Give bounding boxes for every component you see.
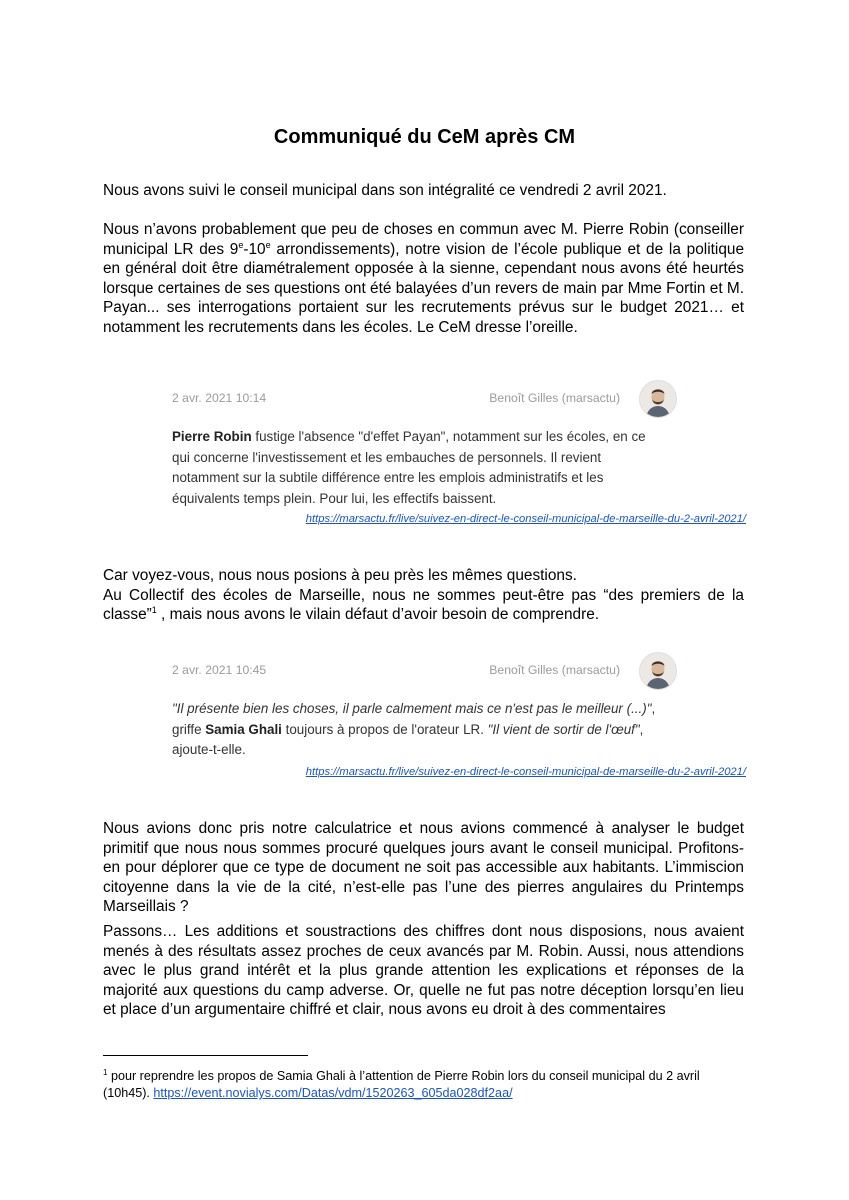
post-text-3: , ajoute-t-elle. bbox=[172, 721, 644, 757]
footnote-divider bbox=[103, 1055, 308, 1056]
post-author: Benoît Gilles (marsactu) bbox=[489, 391, 620, 405]
post-timestamp: 2 avr. 2021 10:14 bbox=[172, 391, 267, 405]
page-title: Communiqué du CeM après CM bbox=[273, 126, 576, 148]
superscript-e: e bbox=[265, 239, 271, 250]
paragraph-passons: Passons… Les additions et soustractions des chiffres dont nous disposions, nous avaient menés à des résultats assez proches de ceux avancés par M. Robin. Aussi, nous attendions avec le plus grand intérêt et la plus grande attention les explications et réponses de la majorité aux questions du camp adverse. Or, quelle ne fut pas notre déception lorsqu’en lieu et place d’un argumentaire chiffré et clair, nous avons eu droit à des commentaires bbox=[103, 923, 744, 1019]
post-text-2: toujours à propos de l'orateur LR. bbox=[281, 721, 488, 737]
post-quote-italic-2: "Il vient de sortir de l'œuf" bbox=[487, 721, 640, 737]
live-post-meta bbox=[172, 383, 677, 423]
post-author: Benoît Gilles (marsactu) bbox=[489, 663, 620, 677]
paragraph-questions bbox=[103, 566, 744, 625]
footnote-link[interactable]: https://event.novialys.com/Datas/vdm/1520263_605da028df2aa/ bbox=[153, 1086, 513, 1101]
live-post-card-2 bbox=[172, 655, 677, 761]
paragraph-robin-text-c: arrondissements), notre vision de l’école publique et de la politique en général doit être diamétralement opposée à la sienne, cependant nous avons été heurtés lorsque certaines de ses questions ont été balayées d’un revers de main par Mme Fortin et M. Payan... ses interrogations portaient sur les recrutements prévus sur le budget 2021… et notamment les recrutements dans les écoles. Le CeM dresse l’oreille. bbox=[103, 240, 745, 336]
footnote-ref[interactable]: 1 bbox=[151, 605, 157, 616]
paragraph-questions-line1: Car voyez-vous, nous nous posions à peu près les mêmes questions. bbox=[103, 567, 577, 584]
avatar-portrait-icon bbox=[640, 381, 676, 417]
author-avatar bbox=[639, 652, 677, 690]
paragraph-budget: Nous avions donc pris notre calculatrice et nous avions commencé à analyser le budget primitif que nous nous sommes procuré quelques jours avant le conseil municipal. Profitons-en pour déplorer que ce type de document ne soit pas accessible aux habitants. L’immiscion citoyenne dans la vie de la cité, n’est-elle pas l’une des pierres angulaires du Printemps Marseillais ? bbox=[103, 820, 744, 916]
paragraph-questions-text-b: , mais nous avons le vilain défaut d’avoir besoin de comprendre. bbox=[156, 606, 600, 624]
paragraph-robin-text-a: Nous n’avons probablement que peu de choses en commun avec M. Pierre Robin (conseiller municipal LR des 9 bbox=[103, 221, 744, 258]
paragraph-robin bbox=[103, 220, 744, 338]
post-text: fustige l'absence "d'effet Payan", notamment sur les écoles, en ce qui concerne l'investissement et les embauches de personnels. Il revient notamment sur la subtile différence entre les emplois administratifs et les équivalents temps plein. Pour lui, les effectifs baissent. bbox=[172, 429, 646, 506]
source-link-2[interactable]: https://marsactu.fr/live/suivez-en-direct-le-conseil-municipal-de-marseille-du-2-avril-2021/ bbox=[305, 766, 746, 778]
author-avatar bbox=[639, 380, 677, 418]
post-bold-name: Pierre Robin bbox=[172, 429, 252, 444]
paragraph-robin-text-b: -10 bbox=[243, 240, 266, 258]
paragraph-questions-text-a: Au Collectif des écoles de Marseille, nous ne sommes peut-être pas “des premiers de la classe” bbox=[103, 586, 744, 624]
footnote-number: 1 bbox=[103, 1068, 108, 1077]
footnote bbox=[103, 1064, 748, 1102]
footnote-text: pour reprendre les propos de Samia Ghali à l’attention de Pierre Robin lors du conseil municipal du 2 avril (10h45). bbox=[103, 1069, 700, 1101]
post-text-1: , griffe bbox=[172, 701, 656, 737]
live-post-card-1 bbox=[172, 383, 677, 509]
avatar-portrait-icon bbox=[640, 653, 676, 689]
live-post-meta bbox=[172, 655, 677, 695]
source-link-1[interactable]: https://marsactu.fr/live/suivez-en-direct-le-conseil-municipal-de-marseille-du-2-avril-2021/ bbox=[305, 513, 746, 525]
superscript-e: e bbox=[238, 239, 244, 250]
live-post-body bbox=[172, 427, 664, 509]
paragraph-intro: Nous avons suivi le conseil municipal dans son intégralité ce vendredi 2 avril 2021. bbox=[103, 182, 667, 199]
post-timestamp: 2 avr. 2021 10:45 bbox=[172, 663, 267, 677]
post-quote-italic-1: "Il présente bien les choses, il parle calmement mais ce n'est pas le meilleur (...)" bbox=[172, 701, 652, 716]
post-bold-name: Samia Ghali bbox=[205, 721, 282, 737]
live-post-body bbox=[172, 699, 664, 761]
